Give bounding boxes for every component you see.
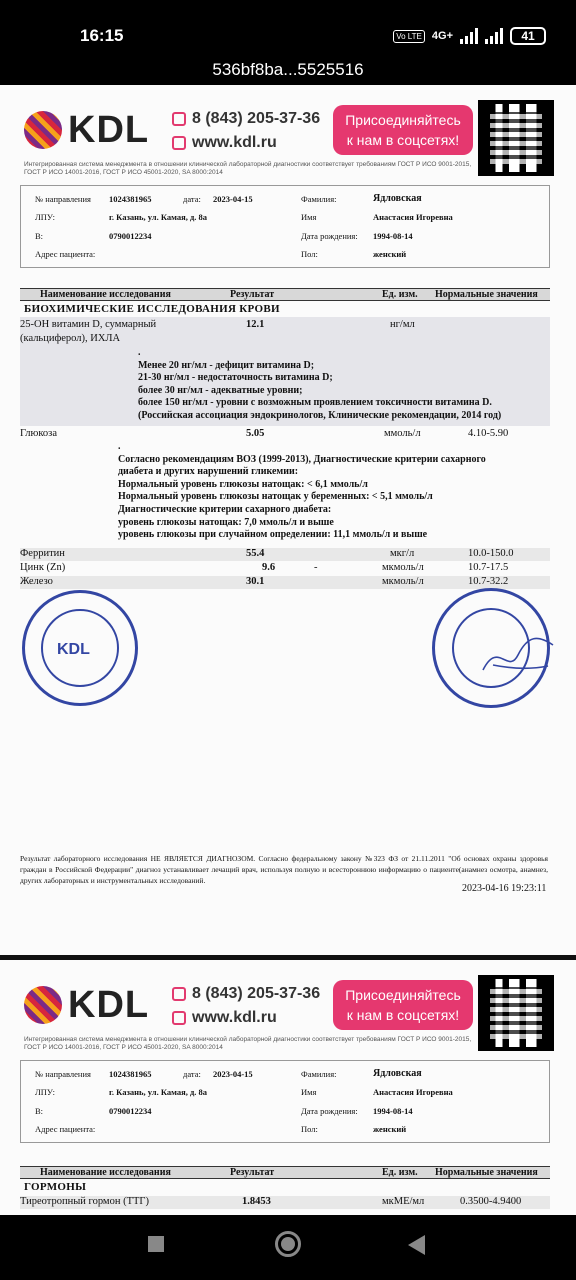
qr-code-icon (478, 100, 554, 176)
document-title: 536bf8ba...5525516 (0, 55, 576, 85)
table-row: Цинк (Zn) 9.6 - мкмоль/л 10.7-17.5 (20, 562, 509, 573)
status-icons (393, 27, 546, 45)
table-row: Железо 30.1 мкмоль/л 10.7-32.2 (20, 576, 550, 589)
kdl-logo-ball-icon (24, 986, 62, 1024)
monitor-icon (172, 1011, 186, 1025)
status-bar (0, 0, 576, 55)
kdl-logo-text: KDL (68, 984, 150, 1026)
navigation-bar (0, 1215, 576, 1280)
status-time: 16:15 (80, 26, 124, 45)
vitamin-d-notes: . Менее 20 нг/мл - дефицит витамина D; 21-30 нг/мл - недостаточность витамина D; более 30 нг/мл - адекватные уровни; более 150 нг/мл - уровни с возможным проявлением токсичности витамина D. (Российская ассоциация эндокринологов, Клинические рекомендации, 2014 год) (138, 347, 502, 421)
social-promo-banner: Присоединяйтесь к нам в соцсетях! (333, 980, 473, 1030)
disclaimer: Результат лабораторного исследования НЕ ЯВЛЯЕТСЯ ДИАГНОЗОМ. Согласно федеральному закону №323 ФЗ от 21.11.2011 "Об основах охраны здоровья граждан в Российской Федерации" диагноз устанавливает лечащий врач, используя полную и всестороннюю информацию о пациенте(анамнез осмотра, анамнез, других лабораторных и инструментальных исследований. (20, 854, 548, 885)
volte-icon: Vo LTE (393, 30, 425, 43)
lab-contacts (172, 107, 320, 155)
certification-text: Интегрированная система менеджмента в отношении клинической лабораторной диагностики соответствует требованиям ГОСТ Р ИСО 9001-2015, ГОСТ Р ИСО 14001-2016, ГОСТ Р ИСО 45001-2020, SA 8000:2014 (24, 161, 472, 176)
home-button[interactable] (275, 1231, 301, 1257)
kdl-logo (24, 982, 159, 1028)
kdl-logo-text: KDL (68, 109, 150, 151)
lab-phone: 8 (843) 205-37-36 (192, 110, 321, 127)
lab-site: www.kdl.ru (192, 134, 277, 151)
page-2 (0, 960, 576, 1215)
certification-text: Интегрированная система менеджмента в отношении клинической лабораторной диагностики соответствует требованиям ГОСТ Р ИСО 9001-2015, ГОСТ Р ИСО 14001-2016, ГОСТ Р ИСО 45001-2020, SA 8000:2014 (24, 1036, 472, 1051)
signature-icon (478, 630, 558, 680)
social-promo-banner: Присоединяйтесь к нам в соцсетях! (333, 105, 473, 155)
kdl-logo (24, 107, 159, 153)
table-row: Ферритин 55.4 мкг/л 10.0-150.0 (20, 548, 550, 561)
kdl-logo-ball-icon (24, 111, 62, 149)
back-button[interactable] (408, 1235, 425, 1255)
section-title: ГОРМОНЫ (24, 1181, 87, 1193)
patient-info-box: № направления 1024381965 дата: 2023-04-15 Фамилия: Ядловская ЛПУ: г. Казань, ул. Камая, д. 8а Имя Анастасия Игоревна В: 0790012234 Дата рождения: 1994-08-14 Адрес пациента: Пол: женский (20, 185, 550, 268)
patient-info-box: № направления 1024381965 дата: 2023-04-15 Фамилия: Ядловская ЛПУ: г. Казань, ул. Камая, д. 8а Имя Анастасия Игоревна В: 0790012234 Дата рождения: 1994-08-14 Адрес пациента: Пол: женский (20, 1060, 550, 1143)
network-type: 4G+ (431, 30, 453, 42)
pdf-viewer[interactable] (0, 85, 576, 1215)
phone-icon (172, 112, 186, 126)
signal-icon-2 (485, 28, 503, 44)
lab-contacts: 8 (843) 205-37-36 www.kdl.ru (172, 982, 320, 1030)
table-row: Тиреотропный гормон (ТТГ) 1.8453 мкМЕ/мл 0.3500-4.9400 (20, 1196, 550, 1209)
phone-icon (172, 987, 186, 1001)
table-row: 25-OH витамин D, суммарный 12.1 нг/мл (20, 319, 415, 330)
lab-stamp: KDL (22, 590, 138, 706)
page-1: KDL 8 (843) 205-37-36 www.kdl.ru Присоединяйтесь к нам в соцсетях! Интегрированная система менеджмента в отношении клинической лабораторной диагностики соответствует требованиям ГОСТ Р ИСО 9001-2015, ГОСТ Р ИСО 14001-2016, ГОСТ Р ИСО 45001-2020, SA 8000:2014 № направления 1024381965 дата: 2023-04-15 Фамилия: Ядловская ЛПУ: г. Казань, ул. Камая, д. 8а Имя Анастасия Игоревна В: 0790012234 Дата рождения: 1994-08-14 Адрес пациента: Пол: женский Наименование исследования Результат Ед. изм. Нормальные значения БИОХИМИЧЕСКИЕ ИССЛЕДОВАНИЯ КРОВИ 25-OH витамин D, суммарный 12.1 нг/мл (кальциферол), ИХЛА . Менее 20 нг/мл - дефицит витамина D; 21-30 нг/мл - недостаточность витамина D; более 30 нг/мл - адекватные уровни; более 150 нг/мл - уровни с возможным проявлением токсичности витамина D. (Российская ассоциация эндокринологов, Клинические рекомендации, 2014 год) Глюкоза 5.05 ммоль/л 4.10-5.90 . Согласно рекомендациям ВОЗ (1999-2013), Диагностические критерии сахарного диабета и других нарушений гликемии: Нормальный уровень глюкозы натощак: < 6,1 ммоль/л Нормальный уровень глюкозы натощак у беременных: < 5,1 ммоль/л Диагностические критерии сахарного диабета: уровень глюкозы натощак: 7,0 ммоль/л и выше уровень глюкозы при случайном определении: 11,1 ммоль/л и выше Ферритин 55.4 мкг/л 10.0-150.0 Цинк (Zn) 9.6 - мкмоль/л 10.7-17.5 Железо 30.1 мкмоль/л 10.7-32.2 KDL Результат лабораторного исследования НЕ ЯВЛЯЕТСЯ ДИАГНОЗОМ. Согласно федеральному закону №323 ФЗ от 21.11.2011 "Об основах охраны здоровья граждан в Российской Федерации" диагноз устанавливает лечащий врач, используя полную и всестороннюю информацию о пациенте(анамнез осмотра, анамнез, других лабораторных и инструментальных исследований. 2023-04-16 19:23:11 (0, 85, 576, 955)
recent-apps-button[interactable] (148, 1236, 164, 1252)
qr-code-icon (478, 975, 554, 1051)
report-datetime: 2023-04-16 19:23:11 (462, 883, 547, 894)
table-row: Глюкоза 5.05 ммоль/л 4.10-5.90 (20, 428, 509, 439)
section-title: БИОХИМИЧЕСКИЕ ИССЛЕДОВАНИЯ КРОВИ (24, 303, 280, 315)
battery-icon: 41 (510, 27, 546, 45)
monitor-icon (172, 136, 186, 150)
table-header: Наименование исследования Результат Ед. изм. Нормальные значения (20, 288, 550, 301)
table-header: Наименование исследования Результат Ед. изм. Нормальные значения (20, 1166, 550, 1179)
glucose-notes: . Согласно рекомендациям ВОЗ (1999-2013), Диагностические критерии сахарного диабета и других нарушений гликемии: Нормальный уровень глюкозы натощак: < 6,1 ммоль/л Нормальный уровень глюкозы натощак у беременных: < 5,1 ммоль/л Диагностические критерии сахарного диабета: уровень глюкозы натощак: 7,0 ммоль/л и выше уровень глюкозы при случайном определении: 11,1 ммоль/л и выше (118, 441, 486, 541)
signal-icon (460, 28, 478, 44)
